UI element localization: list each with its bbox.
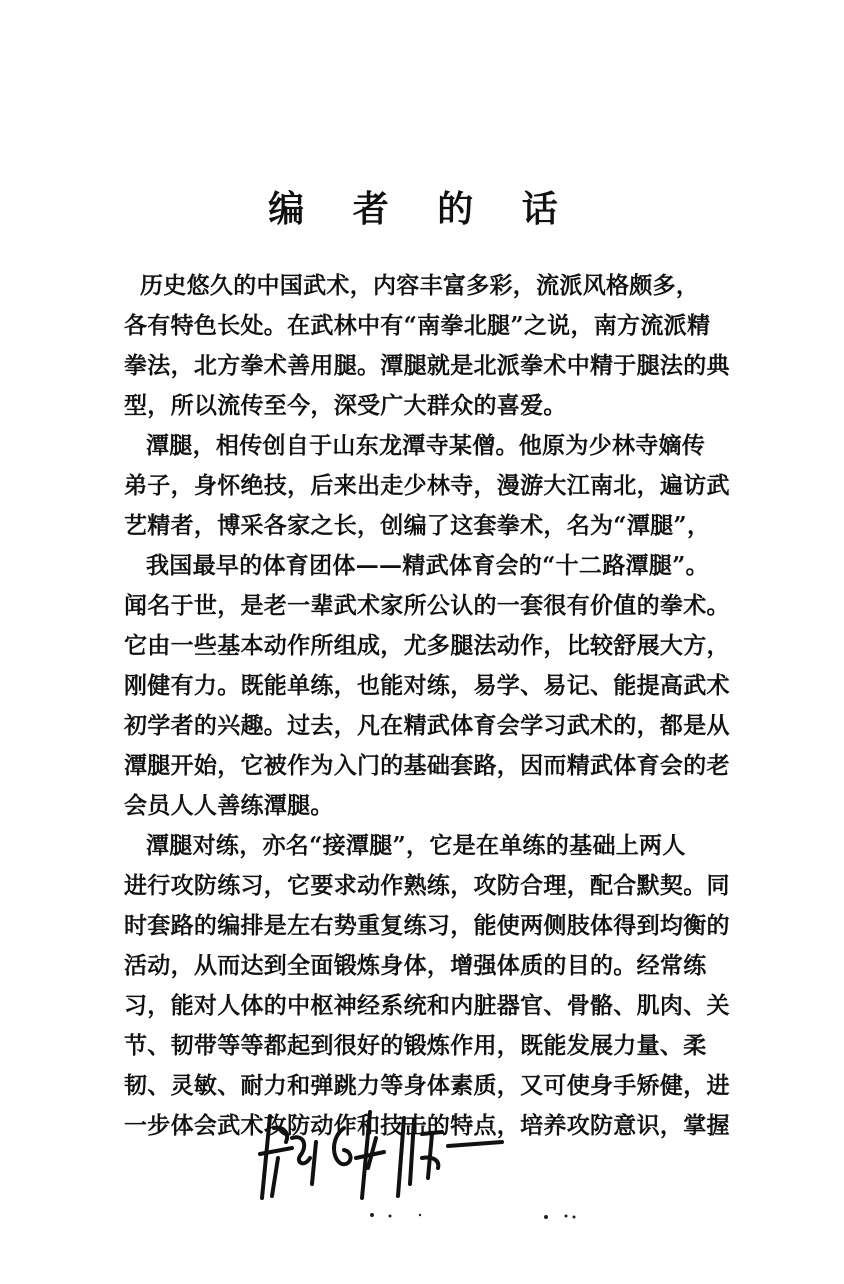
text-line: 韧、灵敏、耐力和弹跳力等身体素质，又可使身手矫健，进	[124, 1072, 730, 1099]
text-line: 拳法，北方拳术善用腿。潭腿就是北派拳术中精于腿法的典	[124, 352, 730, 379]
text-line: 会员人人善练潭腿。	[124, 792, 334, 819]
text-line: 一步体会武术攻防动作和技击的特点，培养攻防意识，掌握	[124, 1112, 730, 1139]
text-line: 刚健有力。既能单练，也能对练，易学、易记、能提高武术	[124, 672, 730, 699]
text-line: 活动，从而达到全面锻炼身体，增强体质的目的。经常练	[124, 952, 707, 979]
text-line: 进行攻防练习，它要求动作熟练，攻防合理，配合默契。同	[124, 872, 730, 899]
text-line: 各有特色长处。在武林中有“南拳北腿”之说，南方流派精	[124, 312, 711, 339]
text-line: 弟子，身怀绝技，后来出走少林寺，漫游大江南北，遍访武	[124, 472, 730, 499]
text-line: 习，能对人体的中枢神经系统和内脏器官、骨骼、肌肉、关	[124, 992, 730, 1019]
text-line: 潭腿，相传创自于山东龙潭寺某僧。他原为少林寺嫡传	[146, 432, 706, 459]
handwritten-signature	[252, 1098, 512, 1208]
scan-specks	[360, 1205, 600, 1225]
text-line: 我国最早的体育团体——精武体育会的“十二路潭腿”。	[146, 552, 709, 579]
text-line: 艺精者，博采各家之长，创编了这套拳术，名为“潭腿”，	[124, 512, 711, 539]
body-text	[124, 266, 730, 1146]
text-line: 潭腿对练，亦名“接潭腿”，它是在单练的基础上两人	[146, 832, 686, 859]
text-line: 节、韧带等等都起到很好的锻炼作用，既能发展力量、柔	[124, 1032, 707, 1059]
text-line: 闻名于世，是老一辈武术家所公认的一套很有价值的拳术。	[124, 592, 730, 619]
text-line: 它由一些基本动作所组成，尤多腿法动作，比较舒展大方，	[124, 632, 730, 659]
text-line: 潭腿开始，它被作为入门的基础套路，因而精武体育会的老	[124, 752, 730, 779]
page-title: 编 者 的 话	[268, 188, 576, 230]
text-line: 型，所以流传至今，深受广大群众的喜爱。	[124, 392, 567, 419]
text-line: 历史悠久的中国武术，内容丰富多彩，流派风格颇多，	[140, 272, 700, 299]
text-line: 初学者的兴趣。过去，凡在精武体育会学习武术的，都是从	[124, 712, 730, 739]
text-line: 时套路的编排是左右势重复练习，能使两侧肢体得到均衡的	[124, 912, 730, 939]
